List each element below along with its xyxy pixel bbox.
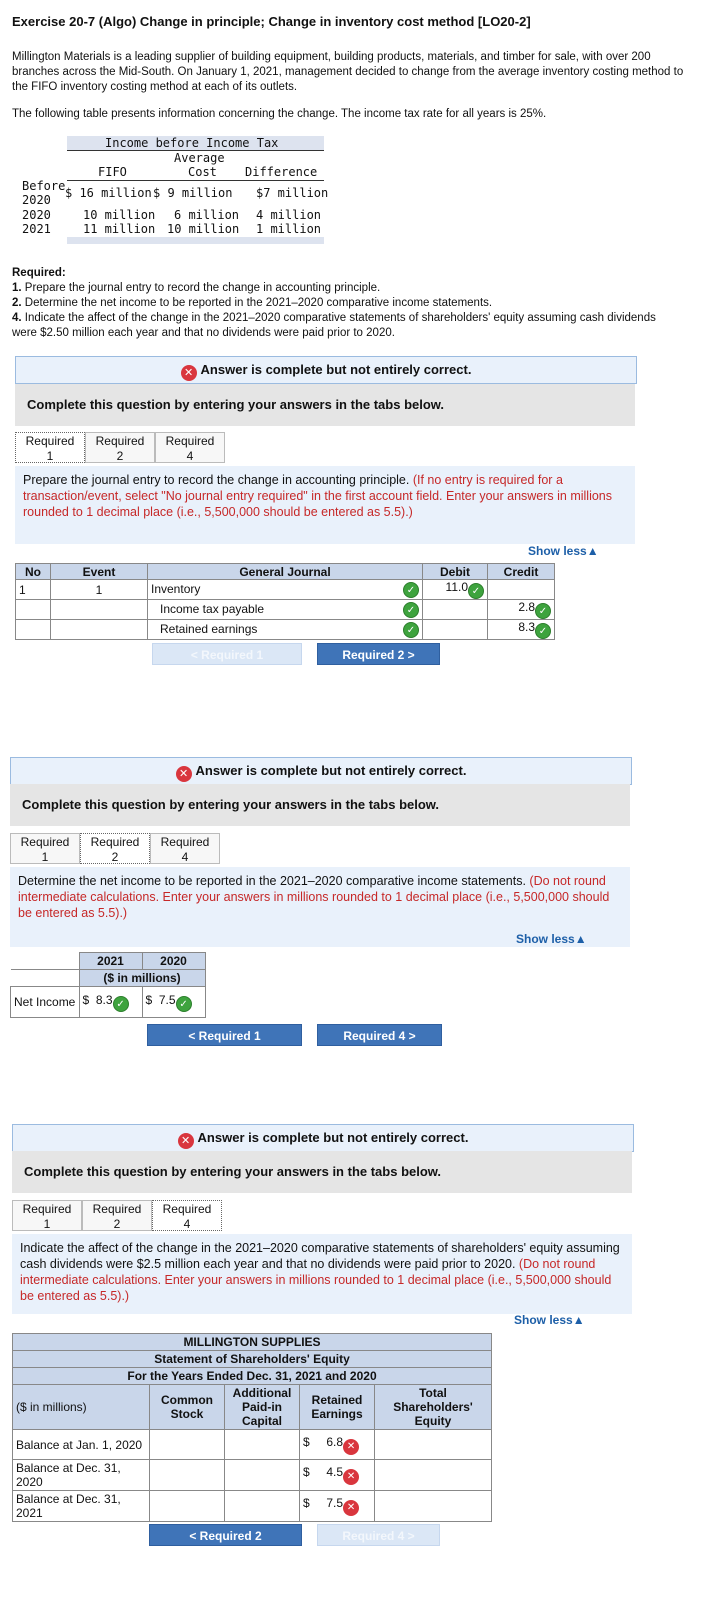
journal-row	[16, 580, 555, 600]
company-name: MILLINGTON SUPPLIES	[13, 1334, 492, 1351]
apic-field[interactable]	[225, 1460, 300, 1491]
row-event	[51, 620, 148, 640]
row-label-net-income: Net Income	[11, 987, 80, 1018]
tab-bar	[12, 1200, 222, 1233]
show-less-link[interactable]: Show less▲	[514, 1313, 585, 1327]
tab-required-1[interactable]: Required 1	[10, 833, 80, 864]
check-icon: ✓	[535, 623, 551, 639]
prev-required-button[interactable]: < Required 1	[147, 1024, 302, 1046]
check-icon: ✓	[468, 583, 484, 599]
tab-required-2[interactable]: Required 2	[80, 833, 150, 864]
row-diff: 4 million	[256, 208, 322, 222]
col-journal: General Journal	[148, 564, 423, 580]
net-income-2021-field[interactable]: $ 8.3 ✓	[79, 987, 142, 1018]
required-heading: Required:	[12, 267, 66, 279]
required-item-4: 4. Indicate the affect of the change in the 2021–2020 comparative statements of shareholders' equity assuming cash dividends were $2.50 million each year and that no dividends were paid prior to 2020.	[12, 312, 656, 339]
col-retained-earnings: Retained Earnings	[300, 1385, 375, 1430]
col-label: ($ in millions)	[13, 1385, 150, 1430]
equity-statement-table	[12, 1333, 492, 1522]
credit-field[interactable]: 2.8 ✓	[488, 600, 555, 620]
answer-status-banner: ✕ Answer is complete but not entirely correct.	[10, 757, 632, 785]
next-required-button[interactable]: Required 4 >	[317, 1524, 440, 1546]
row-event: 1	[51, 580, 148, 600]
check-icon: ✓	[535, 603, 551, 619]
net-income-2020-field[interactable]: $ 7.5 ✓	[142, 987, 205, 1018]
row-fifo: 10 million	[83, 208, 156, 222]
net-income-table	[10, 952, 206, 1018]
page-title: Exercise 20-7 (Algo) Change in principle; Change in inventory cost method [LO20-2]	[12, 14, 531, 29]
tab-required-1[interactable]: Required 1	[15, 432, 85, 463]
tab-required-4[interactable]: Required 4	[150, 833, 220, 864]
apic-field[interactable]	[225, 1491, 300, 1522]
next-required-button[interactable]: Required 2 >	[317, 643, 440, 665]
tab-required-1[interactable]: Required 1	[12, 1200, 82, 1231]
income-table	[12, 133, 327, 248]
col-event: Event	[51, 564, 148, 580]
col-2020: 2020	[142, 953, 205, 970]
check-icon: ✓	[176, 996, 192, 1012]
required-item-1: 1. Prepare the journal entry to record the change in accounting principle.	[12, 282, 381, 294]
col-debit: Debit	[423, 564, 488, 580]
problem-intro: Millington Materials is a leading supplier of building equipment, building products, materials, and timber for sale, with over 200 branches across the Mid-South. On January 1, 2021, management decided to change from the average inventory costing method to the FIFO inventory costing method at each of its outlets.	[12, 51, 684, 93]
credit-field[interactable]	[488, 580, 555, 600]
row-label: Balance at Dec. 31, 2020	[13, 1460, 150, 1491]
required-item-2: 2. Determine the net income to be reported in the 2021–2020 comparative income statements.	[12, 297, 493, 309]
check-icon: ✓	[403, 582, 419, 598]
total-equity-field[interactable]	[375, 1430, 492, 1460]
error-x-icon: ✕	[176, 766, 192, 782]
credit-field[interactable]: 8.3 ✓	[488, 620, 555, 640]
row-label: 2020	[22, 208, 51, 222]
journal-row	[16, 600, 555, 620]
col-common-stock: Common Stock	[150, 1385, 225, 1430]
error-x-icon: ✕	[178, 1133, 194, 1149]
tab-required-4[interactable]: Required 4	[155, 432, 225, 463]
apic-field[interactable]	[225, 1430, 300, 1460]
instructions-req1: Prepare the journal entry to record the change in accounting principle. (If no entry is required for a transaction/event, select "No journal entry required" in the first account field. Enter your answers in millions rounded to 1 decimal place (i.e., 5,500,000 should be entered as 5.5).)	[15, 466, 635, 544]
show-less-link[interactable]: Show less▲	[528, 544, 599, 558]
tab-required-4[interactable]: Required 4	[152, 1200, 222, 1231]
statement-name: Statement of Shareholders' Equity	[13, 1351, 492, 1368]
row-label: Balance at Dec. 31, 2021	[13, 1491, 150, 1522]
complete-instruction: Complete this question by entering your answers in the tabs below.	[10, 784, 630, 826]
unit-label: ($ in millions)	[79, 970, 205, 987]
answer-status-banner: ✕ Answer is complete but not entirely correct.	[15, 356, 637, 384]
tab-required-2[interactable]: Required 2	[82, 1200, 152, 1231]
col-total-equity: Total Shareholders' Equity	[375, 1385, 492, 1430]
account-field[interactable]: Income tax payable ✓	[148, 600, 423, 620]
row-label: Balance at Jan. 1, 2020	[13, 1430, 150, 1460]
col-diff: Difference	[245, 165, 318, 179]
complete-instruction: Complete this question by entering your answers in the tabs below.	[15, 384, 635, 426]
check-icon: ✓	[403, 622, 419, 638]
incorrect-x-icon: ✕	[343, 1500, 359, 1516]
tab-bar	[15, 432, 225, 465]
row-label: 2020	[22, 193, 51, 207]
account-field[interactable]: Retained earnings ✓	[148, 620, 423, 640]
row-fifo: $ 16 million	[65, 186, 152, 200]
row-no: 1	[16, 580, 51, 600]
account-field[interactable]: Inventory ✓	[148, 580, 423, 600]
retained-earnings-field[interactable]: $ 4.5 ✕	[300, 1460, 375, 1491]
col-no: No	[16, 564, 51, 580]
incorrect-x-icon: ✕	[343, 1439, 359, 1455]
retained-earnings-field[interactable]: $ 7.5 ✕	[300, 1491, 375, 1522]
row-label: 2021	[22, 222, 51, 236]
col-apic: Additional Paid-in Capital	[225, 1385, 300, 1430]
row-no	[16, 600, 51, 620]
show-less-link[interactable]: Show less▲	[516, 932, 587, 946]
journal-row	[16, 620, 555, 640]
statement-period: For the Years Ended Dec. 31, 2021 and 2020	[13, 1368, 492, 1385]
row-event	[51, 600, 148, 620]
col-avg-2: Cost	[188, 165, 217, 179]
total-equity-field[interactable]	[375, 1491, 492, 1522]
complete-instruction: Complete this question by entering your answers in the tabs below.	[12, 1151, 632, 1193]
table-intro: The following table presents information concerning the change. The income tax rate for all years is 25%.	[12, 108, 547, 120]
row-diff: 1 million	[256, 222, 322, 236]
debit-field[interactable]	[423, 600, 488, 620]
retained-earnings-field[interactable]: $ 6.8 ✕	[300, 1430, 375, 1460]
debit-field[interactable]: 11.0 ✓	[423, 580, 488, 600]
col-credit: Credit	[488, 564, 555, 580]
debit-field[interactable]	[423, 620, 488, 640]
row-avg: $ 9 million	[153, 186, 233, 200]
answer-status-banner: ✕ Answer is complete but not entirely correct.	[12, 1124, 634, 1152]
common-stock-field[interactable]	[150, 1430, 225, 1460]
total-equity-field[interactable]	[375, 1460, 492, 1491]
check-icon: ✓	[403, 602, 419, 618]
prev-required-button[interactable]: < Required 1	[152, 643, 302, 665]
row-fifo: 11 million	[83, 222, 156, 236]
col-avg-1: Average	[174, 151, 225, 165]
instructions-req4: Indicate the affect of the change in the 2021–2020 comparative statements of shareholders' equity assuming cash dividends were $2.5 million each year and that no dividends were paid prior to 2020. (Do not round intermediate calculations. Enter your answers in millions rounded to 1 decimal place (i.e., 5,500,000 should be entered as 5.5).)	[12, 1234, 632, 1314]
tab-required-2[interactable]: Required 2	[85, 432, 155, 463]
row-no	[16, 620, 51, 640]
row-avg: 6 million	[174, 208, 240, 222]
instructions-req2: Determine the net income to be reported in the 2021–2020 comparative income statements. (Do not round intermediate calculations. Enter your answers in millions rounded to 1 decimal place (i.e., 5,500,000 should be entered as 5.5).)	[10, 867, 630, 947]
row-diff: $7 million	[256, 186, 329, 200]
col-2021: 2021	[79, 953, 142, 970]
error-x-icon: ✕	[181, 365, 197, 381]
common-stock-field[interactable]	[150, 1460, 225, 1491]
row-label: Before	[22, 179, 66, 193]
required-section	[12, 266, 682, 341]
prev-required-button[interactable]: < Required 2	[149, 1524, 302, 1546]
income-header: Income before Income Tax	[105, 136, 279, 150]
col-fifo: FIFO	[98, 165, 127, 179]
check-icon: ✓	[113, 996, 129, 1012]
common-stock-field[interactable]	[150, 1491, 225, 1522]
tab-bar	[10, 833, 220, 866]
journal-table	[15, 563, 555, 640]
row-avg: 10 million	[167, 222, 240, 236]
incorrect-x-icon: ✕	[343, 1469, 359, 1485]
next-required-button[interactable]: Required 4 >	[317, 1024, 442, 1046]
